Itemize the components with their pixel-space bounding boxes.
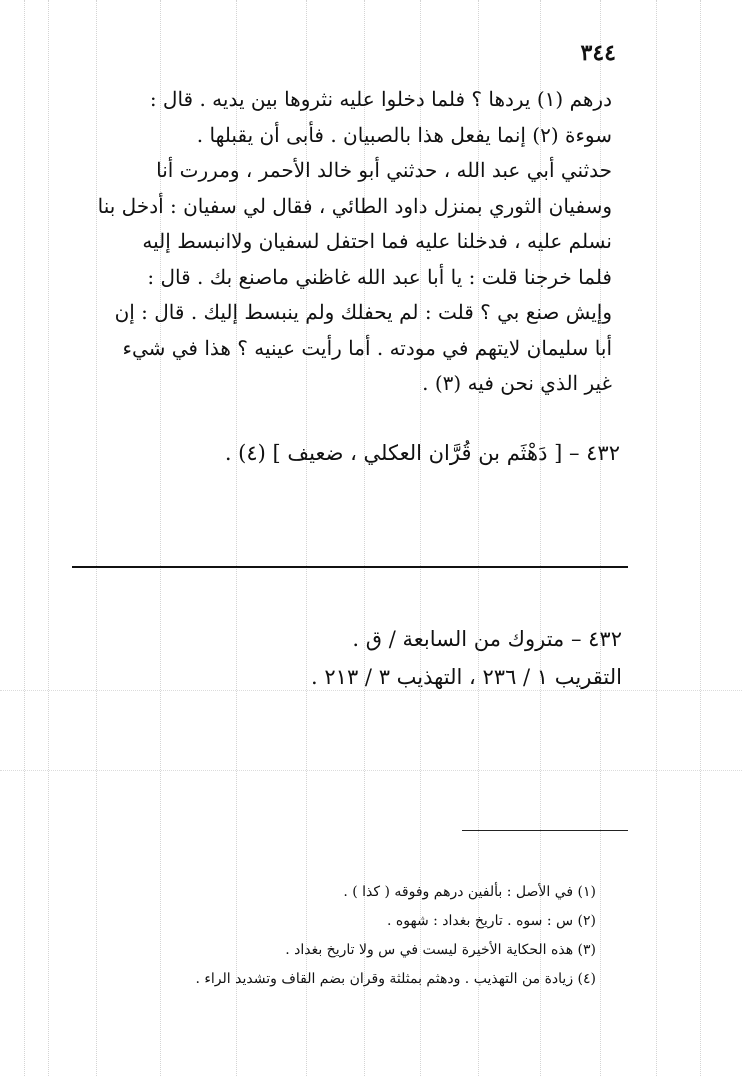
scan-gridline xyxy=(48,0,49,1076)
footnote: (٤) زيادة من التهذيب . ودهثم بمثلثة وقران بضم القاف وتشديد الراء . xyxy=(195,971,596,987)
body-line: وإيش صنع بي ؟ قلت : لم يحفلك ولم ينبسط إليك . قال : إن xyxy=(114,300,612,324)
scan-gridline xyxy=(700,0,701,1076)
scan-gridline xyxy=(0,770,742,771)
body-text xyxy=(64,82,612,402)
section-divider xyxy=(72,566,628,568)
body-line: درهم (١) يردها ؟ فلما دخلوا عليه نثروها بين يديه . قال : xyxy=(149,87,612,111)
body-line: وسفيان الثوري بمنزل داود الطائي ، فقال لي سفيان : أدخل بنا xyxy=(97,193,612,218)
entry-note xyxy=(64,620,622,696)
scan-gridline xyxy=(24,0,25,1076)
body-line: غير الذي نحن فيه (٣) . xyxy=(422,371,612,395)
body-line: أبا سليمان لايتهم في مودته . أما رأيت عينيه ؟ هذا في شيء xyxy=(122,335,612,360)
footnote: (٢) س : سوه . تاريخ بغداد : شهوه . xyxy=(387,913,596,929)
footnote: (٣) هذه الحكاية الأخيرة ليست في س ولا تاريخ بغداد . xyxy=(285,942,596,958)
entry-note-line: التقريب ١ / ٢٣٦ ، التهذيب ٣ / ٢١٣ . xyxy=(311,665,622,689)
entry-note-line: ٤٣٢ – متروك من السابعة / ق . xyxy=(352,627,622,651)
body-line: حدثني أبي عبد الله ، حدثني أبو خالد الأحمر ، ومررت أنا xyxy=(156,158,612,182)
footnotes xyxy=(100,878,596,994)
page-number: ٣٤٤ xyxy=(580,40,616,66)
narrator-entry-heading: ٤٣٢ – [ دَهْثَم بن قُرَّان العكلي ، ضعيف ] (٤) . xyxy=(224,441,620,465)
footnote-divider xyxy=(462,830,628,831)
footnote: (١) في الأصل : بألفين درهم وفوقه ( كذا ) . xyxy=(343,884,596,900)
body-line: فلما خرجنا قلت : يا أبا عبد الله غاظني ماصنع بك . قال : xyxy=(147,264,612,289)
body-line: نسلم عليه ، فدخلنا عليه فما احتفل لسفيان ولاانبسط إليه xyxy=(142,229,612,253)
body-line: سوءة (٢) إنما يفعل هذا بالصبيان . فأبى أن يقبلها . xyxy=(196,122,612,147)
scan-gridline xyxy=(656,0,657,1076)
